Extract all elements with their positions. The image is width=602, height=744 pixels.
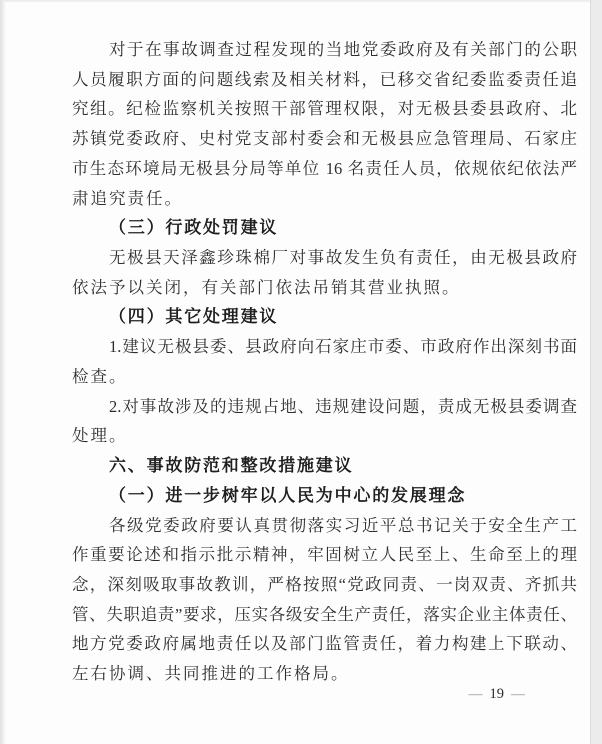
text-line: 依法予以关闭，有关部门依法吊销其营业执照。	[72, 277, 461, 297]
text-line: 无极县天泽鑫珍珠棉厂对事故发生负有责任，由无极县政府	[109, 248, 577, 268]
page-number-value: 19	[489, 686, 504, 702]
text-line: 对于在事故调查过程发现的当地党委政府及有关部门的公职	[109, 40, 577, 59]
text-line: 1.建议无极县委、县政府向石家庄市委、市政府作出深刻书面	[109, 337, 577, 357]
text-line: 肃追究责任。	[72, 188, 183, 208]
text-line: 地方党委政府属地责任以及部门监管责任，着力构建上下联动、	[72, 634, 577, 654]
text-line: 人员履职方面的问题线索及相关材料，已移交省纪委监委责任追	[72, 69, 577, 89]
text-line: 念，深刻吸取事故教训，严格按照“党政同责、一岗双责、齐抓共	[72, 574, 577, 594]
section-heading: （一）进一步树牢以人民为中心的发展理念	[109, 485, 467, 505]
text-line: 市生态环境局无极县分局等单位 16 名责任人员，依规依纪依法严	[72, 158, 577, 178]
page-number-dash: —	[511, 687, 525, 702]
text-line: 检查。	[72, 366, 128, 386]
section-heading: （四）其它处理建议	[109, 307, 279, 327]
scan-top-edge	[0, 0, 602, 3]
scan-right-edge	[590, 0, 602, 744]
text-line: 2.对事故涉及的违规占地、违规建设问题，责成无极县委调查	[109, 396, 577, 416]
page-number	[72, 686, 525, 703]
text-line: 苏镇党委政府、史村党支部村委会和无极县应急管理局、石家庄	[72, 129, 577, 149]
text-line: 处理。	[72, 426, 128, 446]
text-line: 作重要论述和指示批示精神，牢固树立人民至上、生命至上的理	[72, 545, 577, 565]
section-heading: 六、事故防范和整改措施建议	[109, 456, 354, 476]
text-line: 管、失职追责”要求，压实各级安全生产责任，落实企业主体责任、	[72, 604, 577, 624]
scan-left-edge	[0, 0, 6, 744]
document-body	[72, 35, 577, 702]
text-line: 各级党委政府要认真贯彻落实习近平总书记关于安全生产工	[109, 515, 577, 535]
page-number-dash: —	[468, 687, 483, 702]
text-line: 左右协调、共同推进的工作格局。	[72, 664, 350, 684]
section-heading: （三）行政处罚建议	[109, 218, 279, 238]
text-line: 究组。纪检监察机关按照干部管理权限，对无极县委县政府、北	[72, 99, 577, 119]
